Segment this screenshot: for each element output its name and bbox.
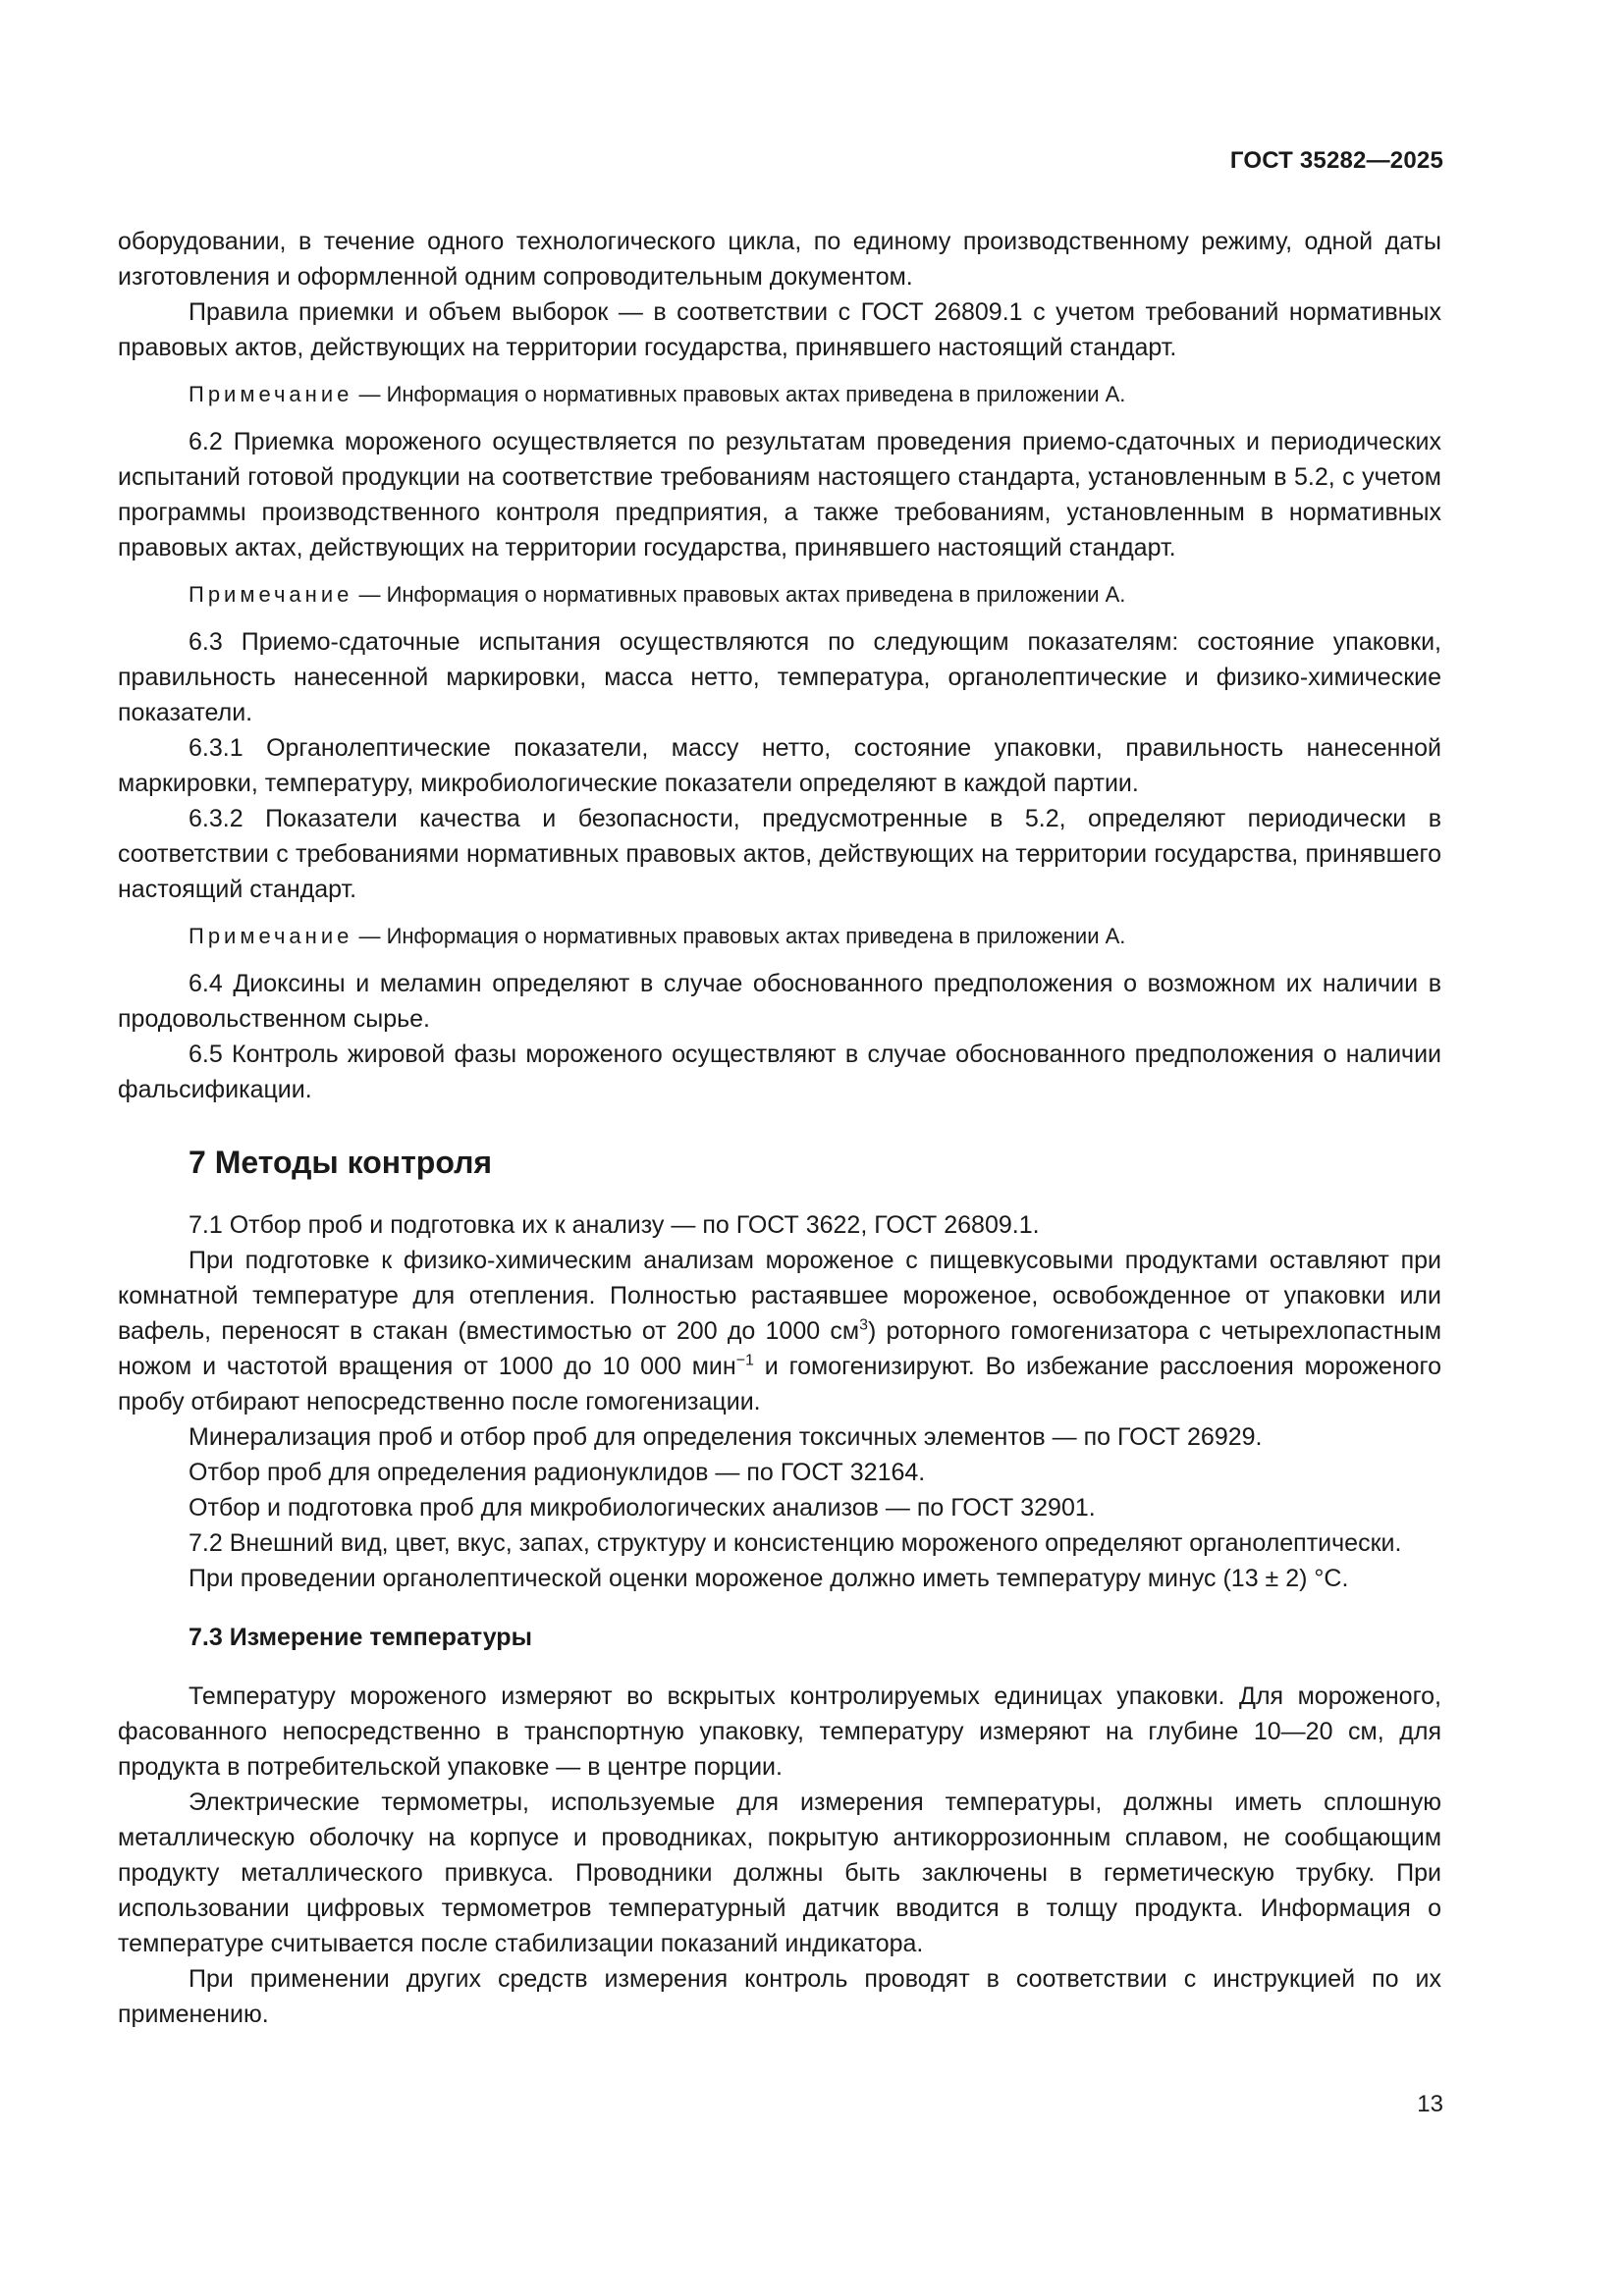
paragraph: При применении других средств измерения контроль проводят в соответствии с инструкцией по их применению.	[118, 1965, 1441, 2028]
paragraph-7-2: 7.2 Внешний вид, цвет, вкус, запах, структуру и консистенцию мороженого определяют органолептически.	[189, 1529, 1402, 1557]
document-body	[118, 224, 1441, 2032]
paragraph: Правила приемки и объем выборок — в соответствии с ГОСТ 26809.1 с учетом требований нормативных правовых актов, действующих на территории государства, принявшего настоящий стандарт.	[118, 298, 1441, 361]
paragraph-6-3: 6.3 Приемо-сдаточные испытания осуществляются по следующим показателям: состояние упаковки, правильность нанесенной маркировки, масса нетто, температура, органолептические и физико-химические показатели.	[118, 628, 1441, 726]
note-text: — Информация о нормативных правовых актах приведена в приложении А.	[352, 924, 1126, 948]
paragraph-7-1: 7.1 Отбор проб и подготовка их к анализу — по ГОСТ 3622, ГОСТ 26809.1.	[189, 1211, 1040, 1239]
text-span: и гомогенизируют. Во избежание расслоения мороженого пробу отбирают непосредственно после гомогенизации.	[118, 1353, 1441, 1415]
document-number: ГОСТ 35282—2025	[1229, 147, 1443, 174]
subsection-heading: 7.3 Измерение температуры	[189, 1624, 532, 1651]
paragraph-6-3-1: 6.3.1 Органолептические показатели, массу нетто, состояние упаковки, правильность нанесенной маркировки, температуру, микробиологические показатели определяют в каждой партии.	[118, 734, 1441, 797]
paragraph: Минерализация проб и отбор проб для определения токсичных элементов — по ГОСТ 26929.	[189, 1423, 1263, 1451]
paragraph-6-5: 6.5 Контроль жировой фазы мороженого осуществляют в случае обоснованного предположения о наличии фальсификации.	[118, 1041, 1441, 1103]
paragraph: При проведении органолептической оценки мороженое должно иметь температуру минус (13 ± 2) °С.	[189, 1565, 1349, 1592]
paragraph: Отбор проб для определения радионуклидов — по ГОСТ 32164.	[189, 1459, 926, 1486]
text-span: ) роторного гомогенизатора с четырехлопастным ножом и частотой вращения от 1000 до 10 000 мин	[118, 1317, 1442, 1380]
note-text: — Информация о нормативных правовых актах приведена в приложении А.	[352, 382, 1126, 406]
page-number: 13	[1417, 2091, 1443, 2117]
section-heading: 7 Методы контроля	[189, 1145, 493, 1180]
note-label: Примечание	[189, 382, 353, 406]
paragraph: Отбор и подготовка проб для микробиологических анализов — по ГОСТ 32901.	[189, 1494, 1096, 1522]
paragraph-6-2: 6.2 Приемка мороженого осуществляется по результатам проведения приемо-сдаточных и периодических испытаний готовой продукции на соответствие требованиям настоящего стандарта, установленным в 5.2, с учетом программы производственного контроля предприятия, а также требованиям, установленным в нормативных правовых актах, действующих на территории государства, принявшего настоящий стандарт.	[118, 428, 1441, 561]
text-span: При подготовке к физико-химическим анализам мороженое с пищевкусовыми продуктами оставляют при комнатной температуре для отепления. Полностью растаявшее мороженое, освобожденное от упаковки или вафель, переносят в стакан (вместимостью от 200 до 1000 см	[118, 1247, 1441, 1345]
paragraph	[118, 1243, 1441, 1419]
note-text: — Информация о нормативных правовых актах приведена в приложении А.	[352, 582, 1126, 607]
paragraph: Электрические термометры, используемые для измерения температуры, должны иметь сплошную металлическую оболочку на корпусе и проводниках, покрытую антикоррозионным сплавом, не сообщающим продукту металлического привкуса. Проводники должны быть заключены в герметическую трубку. При использовании цифровых термометров температурный датчик вводится в толщу продукта. Информация о температуре считывается после стабилизации показаний индикатора.	[118, 1789, 1441, 1957]
note	[118, 577, 1441, 613]
note	[118, 377, 1441, 412]
superscript: 3	[859, 1316, 868, 1334]
superscript: −1	[735, 1352, 754, 1369]
note	[118, 919, 1441, 954]
note-label: Примечание	[189, 924, 353, 948]
paragraph-6-4: 6.4 Диоксины и меламин определяют в случае обоснованного предположения о возможном их наличии в продовольственном сырье.	[118, 970, 1441, 1033]
paragraph-6-3-2: 6.3.2 Показатели качества и безопасности, предусмотренные в 5.2, определяют периодически в соответствии с требованиями нормативных правовых актов, действующих на территории государства, принявшего настоящий стандарт.	[118, 805, 1441, 903]
paragraph: оборудовании, в течение одного технологического цикла, по единому производственному режиму, одной даты изготовления и оформленной одним сопроводительным документом.	[118, 228, 1441, 291]
paragraph: Температуру мороженого измеряют во вскрытых контролируемых единицах упаковки. Для мороженого, фасованного непосредственно в транспортную упаковку, температуру измеряют на глубине 10—20 см, для продукта в потребительской упаковке — в центре порции.	[118, 1682, 1441, 1781]
note-label: Примечание	[189, 582, 353, 607]
